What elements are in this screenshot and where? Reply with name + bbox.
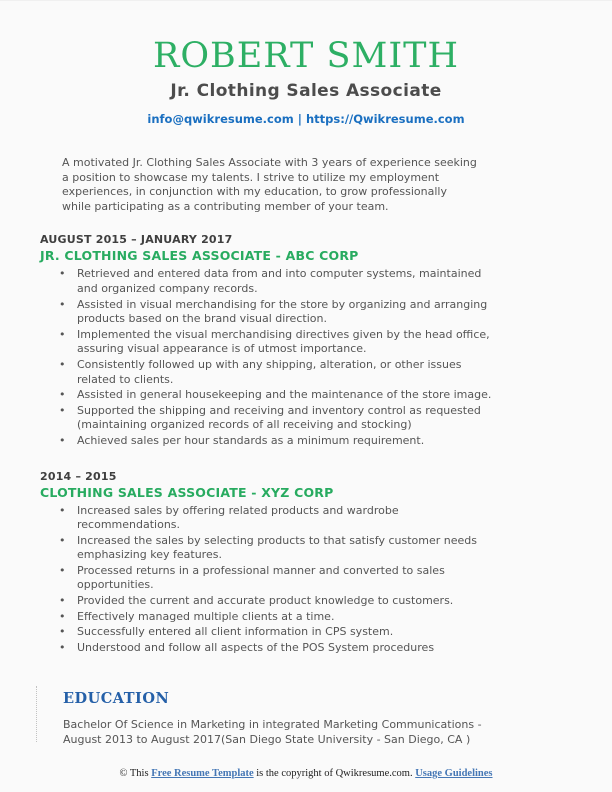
bullet-item: • Supported the shipping and receiving and inventory control as requested (maintaining organized records of all receiving and stocking) (57, 404, 492, 433)
experience-bullet-list (57, 504, 612, 656)
bullet-item: • Understood and follow all aspects of the POS System procedures (57, 641, 492, 656)
bullet-item: • Achieved sales per hour standards as a minimum requirement. (57, 434, 492, 449)
bullet-item: • Implemented the visual merchandising directives given by the head office, assuring visual appearance is of utmost importance. (57, 328, 492, 357)
usage-guidelines-link[interactable]: Usage Guidelines (415, 768, 493, 779)
bullet-item: • Increased the sales by selecting products to that satisfy customer needs emphasizing key features. (57, 534, 492, 563)
summary-paragraph: A motivated Jr. Clothing Sales Associate with 3 years of experience seeking a position to showcase my talents. I strive to utilize my employment experiences, in conjunction with my education, to grow professionally while participating as a contributing member of your team. (62, 156, 477, 213)
experience-role-heading: JR. CLOTHING SALES ASSOCIATE - ABC CORP (40, 248, 359, 264)
person-name: ROBERT SMITH (152, 36, 460, 76)
bullet-item: • Provided the current and accurate product knowledge to customers. (57, 594, 492, 609)
experience-dates: 2014 – 2015 (40, 469, 117, 483)
bullet-item: • Increased sales by offering related products and wardrobe recommendations. (57, 504, 492, 533)
bullet-item: • Effectively managed multiple clients at a time. (57, 610, 492, 625)
resume-header (0, 34, 612, 126)
footer-copyright (0, 768, 612, 779)
bullet-item: • Retrieved and entered data from and into computer systems, maintained and organized company records. (57, 267, 492, 296)
bullet-item: • Assisted in visual merchandising for the store by organizing and arranging products based on the brand visual direction. (57, 298, 492, 327)
education-section (63, 689, 612, 747)
dotted-divider (36, 686, 37, 742)
experience-section-abc-corp (40, 233, 612, 448)
bullet-item: • Assisted in general housekeeping and the maintenance of the store image. (57, 388, 492, 403)
free-resume-template-link[interactable]: Free Resume Template (151, 768, 254, 779)
bullet-item: • Successfully entered all client information in CPS system. (57, 625, 492, 640)
bullet-item: • Consistently followed up with any shipping, alteration, or other issues related to clients. (57, 358, 492, 387)
experience-role-heading: CLOTHING SALES ASSOCIATE - XYZ CORP (40, 484, 334, 500)
experience-bullet-list (57, 267, 612, 448)
experience-dates: AUGUST 2015 – JANUARY 2017 (40, 233, 233, 247)
bullet-item: • Processed returns in a professional manner and converted to sales opportunities. (57, 564, 492, 593)
education-heading: EDUCATION (63, 690, 170, 708)
experience-section-xyz-corp (40, 470, 612, 656)
contact-links[interactable]: info@qwikresume.com | https://Qwikresume.com (147, 112, 465, 126)
footer-text: is the copyright of Qwikresume.com. (253, 768, 416, 779)
education-entry: Bachelor Of Science in Marketing in integrated Marketing Communications - August 2013 to August 2017(San Diego State University - San Diego, CA ) (63, 718, 482, 747)
footer-text: © This (119, 768, 152, 779)
job-title: Jr. Clothing Sales Associate (170, 81, 442, 101)
